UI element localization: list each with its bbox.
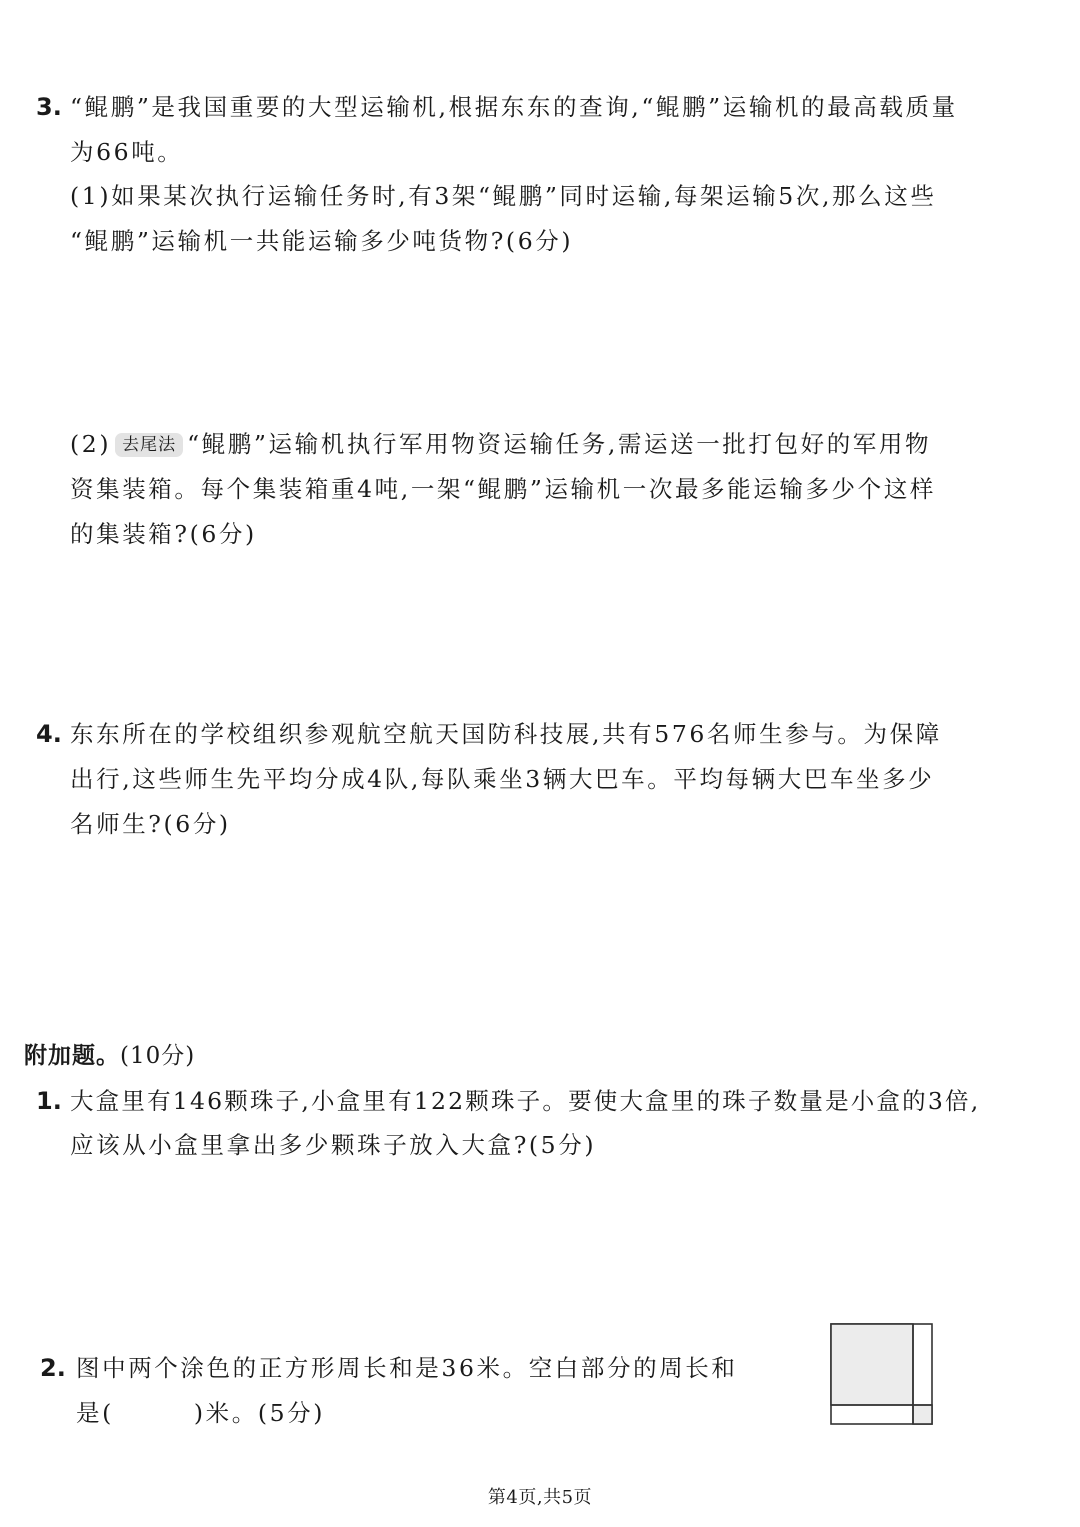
method-tag: 去尾法 bbox=[115, 433, 183, 457]
question-3-part1-line1: (1)如果某次执行运输任务时,有3架“鲲鹏”同时运输,每架运输5次,那么这些 bbox=[70, 182, 937, 210]
answer-prefix: 是( bbox=[76, 1399, 114, 1427]
bonus-question-2-number: 2. bbox=[40, 1354, 66, 1382]
question-3-part2-line2: 资集装箱。每个集装箱重4吨,一架“鲲鹏”运输机一次最多能运输多少个这样 bbox=[70, 475, 936, 503]
bonus-title-text: 附加题。 bbox=[24, 1043, 120, 1069]
squares-figure bbox=[830, 1323, 933, 1425]
small-shaded-square bbox=[913, 1405, 932, 1424]
bonus-section-title bbox=[24, 1040, 195, 1072]
question-4-line2: 出行,这些师生先平均分成4队,每队乘坐3辆大巴车。平均每辆大巴车坐多少 bbox=[70, 765, 935, 793]
bonus-question-1-number: 1. bbox=[36, 1087, 62, 1115]
page-footer: 第4页,共5页 bbox=[487, 1487, 593, 1508]
bonus-question-2-line1: 图中两个涂色的正方形周长和是36米。空白部分的周长和 bbox=[76, 1354, 738, 1382]
question-3-part1-line2: “鲲鹏”运输机一共能运输多少吨货物?(6分) bbox=[70, 227, 574, 255]
large-shaded-square bbox=[831, 1324, 913, 1405]
question-3-part2-line1 bbox=[70, 428, 931, 460]
question-3-part2-prefix: (2) bbox=[70, 430, 112, 458]
answer-suffix: )米。(5分) bbox=[193, 1399, 326, 1427]
question-3-stem-line1: “鲲鹏”是我国重要的大型运输机,根据东东的查询,“鲲鹏”运输机的最高载质量 bbox=[70, 93, 958, 121]
question-3-part2-line3: 的集装箱?(6分) bbox=[70, 520, 257, 548]
question-3-part2-text: “鲲鹏”运输机执行军用物资运输任务,需运送一批打包好的军用物 bbox=[187, 430, 932, 458]
question-3-stem-line2: 为66吨。 bbox=[70, 138, 184, 166]
question-4-line1: 东东所在的学校组织参观航空航天国防科技展,共有576名师生参与。为保障 bbox=[70, 720, 942, 748]
bonus-question-1-line1: 大盒里有146颗珠子,小盒里有122颗珠子。要使大盒里的珠子数量是小盒的3倍, bbox=[70, 1087, 981, 1115]
question-4-number: 4. bbox=[36, 720, 62, 748]
bonus-question-1-line2: 应该从小盒里拿出多少颗珠子放入大盒?(5分) bbox=[70, 1131, 597, 1159]
question-3-number: 3. bbox=[36, 93, 62, 121]
bonus-points: (10分) bbox=[120, 1043, 196, 1069]
bonus-question-2-line2 bbox=[76, 1397, 325, 1429]
question-4-line3: 名师生?(6分) bbox=[70, 810, 231, 838]
